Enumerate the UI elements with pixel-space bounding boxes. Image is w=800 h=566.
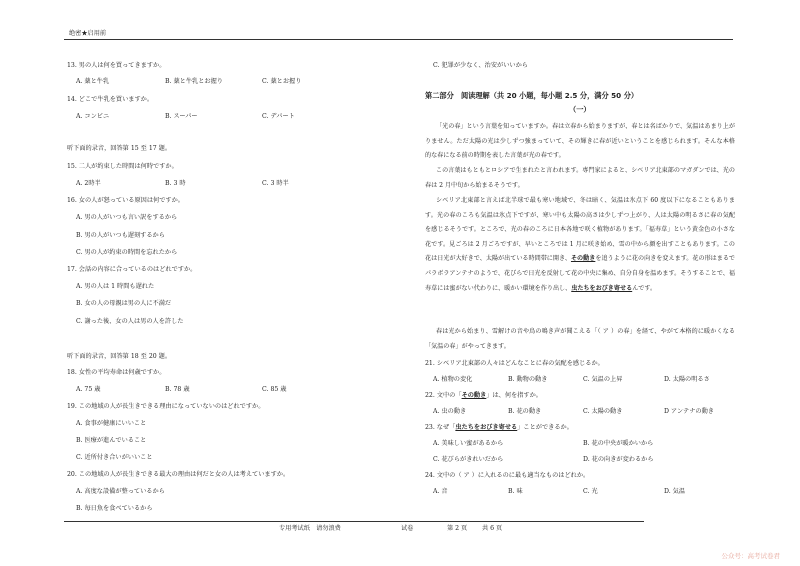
q17-stem: 17. 会話の内容に合っているのはどれですか。 bbox=[67, 266, 197, 273]
q23-stem-2: 」ことができるか。 bbox=[517, 424, 573, 431]
q18-option-a: A. 75 歳 bbox=[76, 386, 101, 393]
q21-option-d: D. 太陽の明るさ bbox=[664, 376, 710, 383]
listening-instruction-1: 听下面的录音，回答第 15 至 17 题。 bbox=[67, 145, 172, 152]
keyword-mushitachi: 虫たちをおびき寄せる bbox=[571, 284, 633, 292]
q17-option-a: A. 男の人は 1 時間も遅れた bbox=[76, 283, 155, 290]
q13-option-b: B. 薬と牛乳とお握り bbox=[165, 78, 223, 85]
q23-option-b: B. 花の中央が暖かいから bbox=[583, 440, 654, 447]
q16-option-b: B. 男の人がいつも遅刻するから bbox=[76, 232, 165, 239]
listening-instruction-2: 听下面的录音，回答第 18 至 20 题。 bbox=[67, 353, 172, 360]
watermark: 公众号：高考试卷君 bbox=[721, 552, 780, 560]
q22-keyword: その動き bbox=[461, 392, 487, 399]
part-two-title: 第二部分 阅读理解（共 20 小题，每小题 2.5 分，满分 50 分） bbox=[425, 91, 639, 100]
passage-paragraph-4: 春は光から始まり、雪解けの音や鳥の鳴き声が聞こえる「（ ア ）の春」を経て、やがて本格的に暖かくなる「気温の春」がやってきます。 bbox=[425, 328, 735, 350]
paragraph-3-text-c: を追うように花の向きを変えます。花の形はまるでパラボラアンテナのようで、花びらで日光を反射して花の中央に集め、自分自身を温めます。そうすることで、福寿草には蜜がない代わりに、暖かい環境を作り出し、 bbox=[425, 255, 736, 292]
footer-note: 专用考试纸 请勿浪费 bbox=[279, 525, 341, 532]
q16-stem: 16. 女の人が怒っている原因は何ですか。 bbox=[67, 197, 184, 204]
q23-option-c: C. 花びらがきれいだから bbox=[433, 456, 504, 463]
q13-option-c: C. 薬とお握り bbox=[262, 78, 302, 85]
q19-option-b: B. 医療が進んでいること bbox=[76, 437, 147, 444]
paragraph-3-text-e: んです。 bbox=[632, 284, 657, 292]
confidential-label: 绝密★启用前 bbox=[69, 30, 107, 37]
q21-stem: 21. シベリア北東部の人々はどんなことに春の気配を感じるか。 bbox=[425, 360, 604, 367]
q22-option-a: A. 虫の動き bbox=[433, 408, 467, 415]
q13-option-a: A. 薬と牛乳 bbox=[76, 78, 110, 85]
q13-stem: 13. 男の人は何を買ってきますか。 bbox=[67, 62, 166, 69]
q16-option-a: A. 男の人がいつも言い訳をするから bbox=[76, 214, 178, 221]
footer-paper-label: 试卷 bbox=[401, 525, 414, 532]
q22-option-b: B. 花の動き bbox=[508, 408, 542, 415]
q17-option-c: C. 謝った後、女の人は男の人を許した bbox=[76, 318, 184, 325]
section-number: （一） bbox=[569, 105, 591, 114]
q20-stem: 20. この地域の人が長生きできる最大の理由は何だと女の人は考えていますか。 bbox=[67, 471, 290, 478]
q22-stem-1: 22. 文中の「 bbox=[425, 392, 462, 399]
q17-option-b: B. 女の人の母親は男の人に不満だ bbox=[76, 300, 172, 307]
header-rule bbox=[64, 39, 733, 40]
q14-option-a: A. コンビニ bbox=[76, 113, 110, 120]
paragraph-3-text-a: シベリア北東部と言えば北半球で最も寒い地域で、冬は暗く、気温は氷点下 60 度以下になることもあります。光の春のころも気温は氷点下ですが、寒い中も太陽の高さは少しずつ上がり、人は太陽の明るさに春の気配を感じるそうです。ところで、光の春のころに日本各地で咲く植物があります。「福寿草」という黄金色の小さな花です。見ごろは 2 月ごろですが、早いところでは 1 月に咲き始め、雪の中から顔を出すこともあります。この花は日光が大好きで、太陽が出ている時間帯に開き、 bbox=[425, 197, 735, 263]
footer-total-pages: 共 6 页 bbox=[482, 525, 503, 532]
footer-page-number: 第 2 页 bbox=[447, 525, 468, 532]
q24-stem: 24. 文中の（ ア ）に入れるのに最も適当なものはどれか。 bbox=[425, 472, 590, 479]
q23-stem-1: 23. なぜ「 bbox=[425, 424, 456, 431]
q23-stem bbox=[425, 424, 573, 432]
q19-option-a: A. 食事が健康にいいこと bbox=[76, 420, 147, 427]
q24-option-d: D. 気温 bbox=[664, 488, 686, 495]
q18-stem: 18. 女性の平均寿命は何歳ですか。 bbox=[67, 369, 166, 376]
q18-option-c: C. 85 歳 bbox=[262, 386, 287, 393]
q23-option-a: A. 美味しい蜜があるから bbox=[433, 440, 504, 447]
q23-keyword: 虫たちをおびき寄せる bbox=[455, 424, 518, 431]
q19-stem: 19. この地域の人が長生きできる理由になっていないのはどれですか。 bbox=[67, 403, 265, 410]
q15-option-b: B. 3 時 bbox=[165, 180, 186, 187]
q20-option-b: B. 毎日魚を食べているから bbox=[76, 505, 153, 512]
q22-stem bbox=[425, 392, 542, 400]
keyword-sono-ugoki: その動き bbox=[570, 255, 596, 263]
q16-option-c: C. 男の人が約束の時間を忘れたから bbox=[76, 249, 178, 256]
q23-option-d: D. 花の向きが変わるから bbox=[583, 456, 654, 463]
q19-option-c: C. 近所付き合いがいいこと bbox=[76, 454, 153, 461]
passage-paragraph-1: 「光の春」という言葉を知っていますか。春は立春から始まりますが、春とは名ばかりで、気温はあまり上がりません。ただ太陽の光は少しずつ強まっていて、その輝きに春が近いということを感じられます。そんな本格的な春になる前の時期を表した言葉が光の春です。 bbox=[425, 123, 735, 160]
q20-option-a: A. 高度な設備が整っているから bbox=[76, 488, 165, 495]
q14-option-b: B. スーパー bbox=[165, 113, 198, 120]
q21-option-a: A. 植物の変化 bbox=[433, 376, 473, 383]
q14-option-c: C. デパート bbox=[262, 113, 295, 120]
q21-option-c: C. 気温の上昇 bbox=[583, 376, 623, 383]
q21-option-b: B. 動物の動き bbox=[508, 376, 548, 383]
footer-rule bbox=[64, 521, 644, 522]
passage-paragraph-2: この言葉はもともとロシアで生まれたと言われます。専門家によると、シベリア北東部のマガダンでは、光の春は 2 月中旬から始まるそうです。 bbox=[425, 167, 735, 189]
q15-stem: 15. 二人が約束した時間は何時ですか。 bbox=[67, 163, 178, 170]
q15-option-c: C. 3 時半 bbox=[262, 180, 289, 187]
q22-option-c: C. 太陽の動き bbox=[583, 408, 623, 415]
q22-option-d: D アンテナの動き bbox=[664, 408, 714, 415]
q20-option-c: C. 犯罪が少なく、治安がいいから bbox=[433, 62, 528, 69]
q22-stem-2: 」は、何を指すか。 bbox=[486, 392, 542, 399]
q24-option-a: A. 音 bbox=[433, 488, 448, 495]
q15-option-a: A. 2時半 bbox=[76, 180, 101, 187]
q24-option-c: C. 光 bbox=[583, 488, 598, 495]
q14-stem: 14. どこで牛乳を買いますか。 bbox=[67, 96, 154, 103]
q24-option-b: B. 味 bbox=[508, 488, 523, 495]
q18-option-b: B. 78 歳 bbox=[165, 386, 190, 393]
passage-paragraph-3 bbox=[425, 194, 735, 296]
